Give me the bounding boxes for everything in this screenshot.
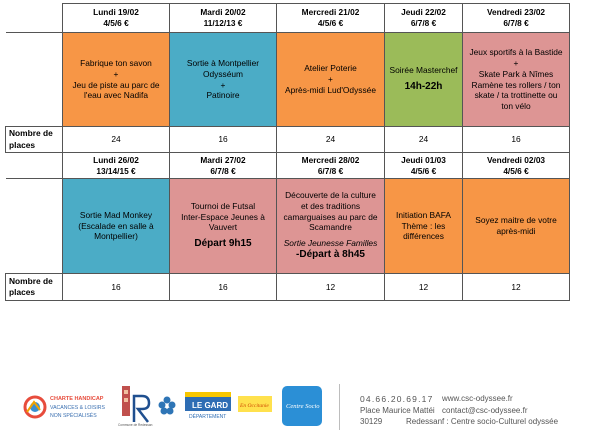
csc-label: Centre Socio xyxy=(286,403,320,410)
activity-time: Départ 9h15 xyxy=(194,238,252,250)
places-label: Nombre de places xyxy=(6,127,63,153)
places-count: 12 xyxy=(385,274,463,301)
blank-cell xyxy=(6,179,63,274)
activity-cell: Sortie à Montpellier Odysséum + Patinoire xyxy=(170,33,277,127)
activity-cell: Tournoi de Futsal Inter-Espace Jeunes à Vauvert Départ 9h15 xyxy=(170,179,277,274)
week2-schedule-table xyxy=(5,152,570,301)
le-gard-logo xyxy=(185,392,231,422)
places-count: 16 xyxy=(170,127,277,153)
day-header: Vendredi 23/02 6/7/8 € xyxy=(463,4,570,33)
places-count: 24 xyxy=(277,127,385,153)
contact-address: Place Maurice Mattéi xyxy=(360,406,435,415)
contact-phone: 04.66.20.69.17 xyxy=(360,394,434,404)
activity-cell: Atelier Poterie + Après-midi Lud'Odyssée xyxy=(277,33,385,127)
activity-cell: Soyez maitre de votre après-midi xyxy=(463,179,570,274)
footer-divider xyxy=(339,384,340,430)
contact-email[interactable]: contact@csc-odyssee.fr xyxy=(442,406,528,415)
places-count: 16 xyxy=(170,274,277,301)
places-count: 16 xyxy=(63,274,170,301)
day-header: Vendredi 02/03 4/5/6 € xyxy=(463,153,570,179)
caf-logo xyxy=(156,392,178,422)
csc-odyssee-logo xyxy=(282,386,322,426)
blank-cell xyxy=(6,33,63,127)
week2-header-row xyxy=(6,153,570,179)
charte-handicap-logo xyxy=(22,390,106,424)
day-header: Jeudi 22/02 6/7/8 € xyxy=(385,4,463,33)
day-header: Lundi 26/02 13/14/15 € xyxy=(63,153,170,179)
activity-cell: Découverte de la culture et des traditions camarguaises au parc de Scamandre Sortie Jeunesse Familles -Départ à 8h45 xyxy=(277,179,385,274)
places-count: 24 xyxy=(385,127,463,153)
places-count: 16 xyxy=(463,127,570,153)
contact-city: Redessan xyxy=(406,417,443,426)
places-label: Nombre de places xyxy=(6,274,63,301)
places-count: 12 xyxy=(463,274,570,301)
places-count: 24 xyxy=(63,127,170,153)
day-header: Mardi 27/02 6/7/8 € xyxy=(170,153,277,179)
day-header: Mercredi 21/02 4/5/6 € xyxy=(277,4,385,33)
activity-note: Sortie Jeunesse Familles xyxy=(283,238,378,249)
occitanie-label: En Occitanie xyxy=(240,403,269,409)
activity-cell: Fabrique ton savon + Jeu de piste au parc de l'eau avec Nadifa xyxy=(63,33,170,127)
corner-cell xyxy=(6,153,63,179)
activity-cell: Jeux sportifs à la Bastide + Skate Park à Nîmes Ramène tes rollers / ton skate / ta trottinette ou ton vélo xyxy=(463,33,570,127)
day-header: Lundi 19/02 4/5/6 € xyxy=(63,4,170,33)
charte-sub2: NON SPÉCIALISÉS xyxy=(50,413,97,419)
activity-time: 14h-22h xyxy=(404,80,443,92)
activity-cell: Sortie Mad Monkey (Escalade en salle à Montpellier) xyxy=(63,179,170,274)
week1-activity-row xyxy=(6,33,570,127)
contact-website[interactable]: www.csc-odyssee.fr xyxy=(442,394,513,403)
week2-activity-row xyxy=(6,179,570,274)
week1-schedule-table xyxy=(5,3,570,153)
region-r-logo xyxy=(130,392,152,426)
footer xyxy=(0,376,600,437)
places-count: 12 xyxy=(277,274,385,301)
contact-facebook[interactable]: f : Centre socio-Culturel odyssée xyxy=(442,417,559,426)
day-header: Jeudi 01/03 4/5/6 € xyxy=(385,153,463,179)
week1-places-row xyxy=(6,127,570,153)
occitanie-logo xyxy=(238,396,272,416)
day-header: Mardi 20/02 11/12/13 € xyxy=(170,4,277,33)
week2-places-row xyxy=(6,274,570,301)
activity-cell: Initiation BAFA Thème : les différences xyxy=(385,179,463,274)
corner-cell xyxy=(6,4,63,33)
redessan-label: Commune de Redessan xyxy=(118,423,153,427)
le-gard-sub: DÉPARTEMENT xyxy=(189,414,227,420)
week1-header-row xyxy=(6,4,570,33)
contact-postcode: 30129 xyxy=(360,417,383,426)
activity-cell: Soirée Masterchef 14h-22h xyxy=(385,33,463,127)
le-gard-label: LE GARD xyxy=(192,401,228,410)
charte-sub1: VACANCES & LOISIRS xyxy=(50,405,105,411)
day-header: Mercredi 28/02 6/7/8 € xyxy=(277,153,385,179)
activity-time: -Départ à 8h45 xyxy=(296,248,365,260)
charte-title: CHARTE HANDICAP xyxy=(50,396,104,402)
